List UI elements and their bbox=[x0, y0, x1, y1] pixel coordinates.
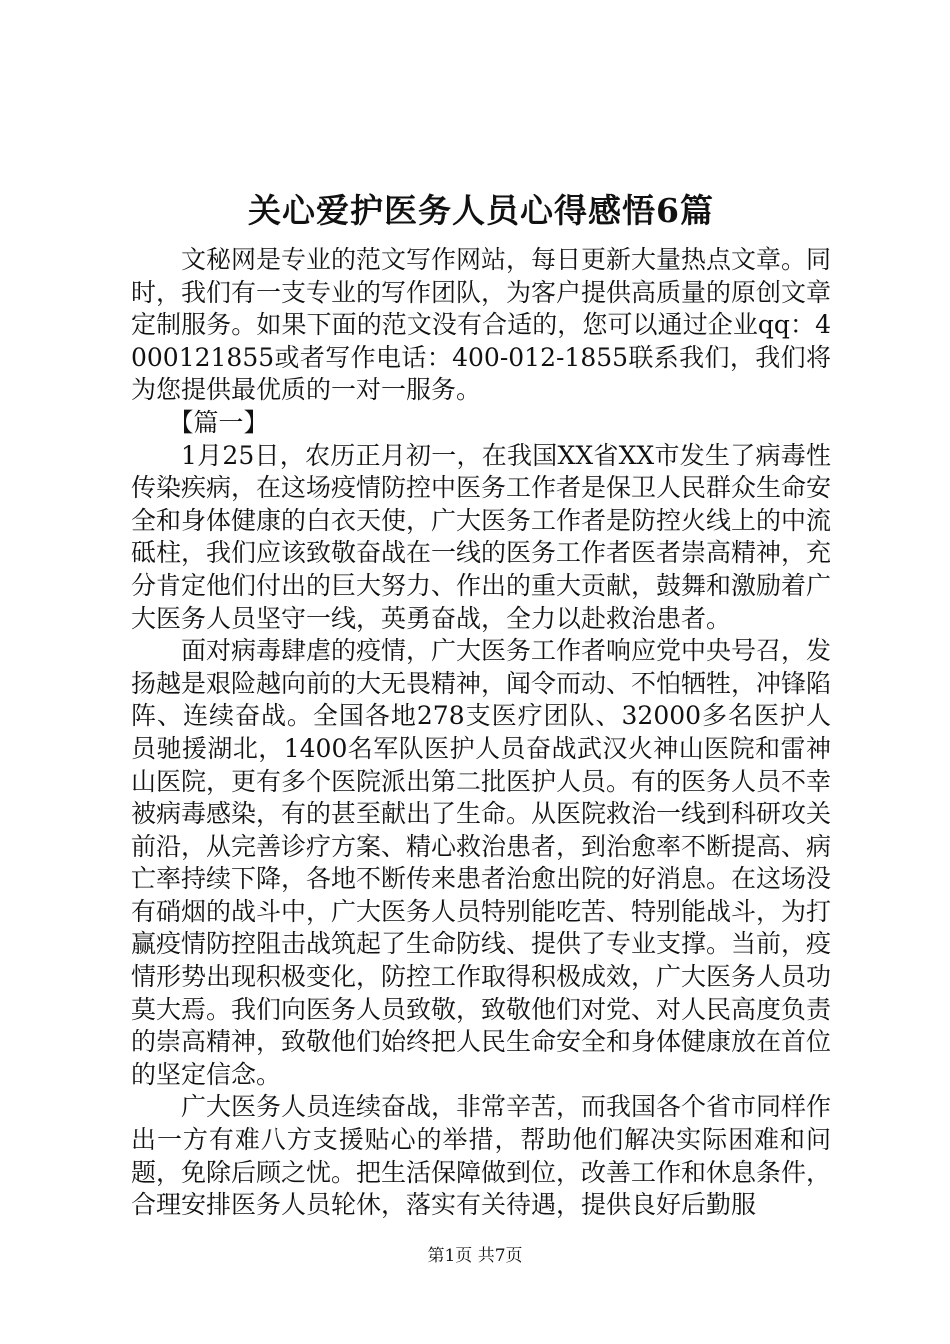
body-paragraph: 面对病毒肆虐的疫情，广大医务工作者响应党中央号召，发扬越是艰险越向前的大无畏精神，闻令而动、不怕牺牲，冲锋陷阵、连续奋战。全国各地278支医疗团队、32000多名医护人员驰援湖北，1400名军队医护人员奋战武汉火神山医院和雷神山医院，更有多个医院派出第二批医护人员。有的医务人员不幸被病毒感染，有的甚至献出了生命。从医院救治一线到科研攻关前沿，从完善诊疗方案、精心救治患者，到治愈率不断提高、病亡率持续下降，各地不断传来患者治愈出院的好消息。在这场没有硝烟的战斗中，广大医务人员特别能吃苦、特别能战斗，为打赢疫情防控阻击战筑起了生命防线、提供了专业支撑。当前，疫情形势出现积极变化，防控工作取得积极成效，广大医务人员功莫大焉。我们向医务人员致敬，致敬他们对党、对人民高度负责的崇高精神，致敬他们始终把人民生命安全和身体健康放在首位的坚定信念。 bbox=[131, 636, 832, 1089]
intro-paragraph: 文秘网是专业的范文写作网站，每日更新大量热点文章。同时，我们有一支专业的写作团队，为客户提供高质量的原创文章定制服务。如果下面的范文没有合适的，您可以通过企业qq：4000121855或者写作电话：400-012-1855联系我们，我们将为您提供最优质的一对一服务。 bbox=[131, 245, 832, 405]
body-paragraph: 广大医务人员连续奋战，非常辛苦，而我国各个省市同样作出一方有难八方支援贴心的举措，帮助他们解决实际困难和问题，免除后顾之忧。把生活保障做到位，改善工作和休息条件，合理安排医务人员轮休，落实有关待遇，提供良好后勤服 bbox=[131, 1092, 832, 1220]
page-footer: 第1页 共7页 bbox=[427, 1246, 523, 1266]
section-heading: 【篇一】 bbox=[168, 407, 269, 437]
body-paragraph: 1月25日，农历正月初一，在我国XX省XX市发生了病毒性传染疾病，在这场疫情防控中医务工作者是保卫人民群众生命安全和身体健康的白衣天使，广大医务工作者是防控火线上的中流砥柱，我们应该致敬奋战在一线的医务工作者医者崇高精神，充分肯定他们付出的巨大努力、作出的重大贡献，鼓舞和激励着广大医务人员坚守一线，英勇奋战，全力以赴救治患者。 bbox=[131, 440, 832, 633]
document-title: 关心爱护医务人员心得感悟6篇 bbox=[248, 191, 714, 230]
document-body bbox=[131, 244, 831, 1222]
